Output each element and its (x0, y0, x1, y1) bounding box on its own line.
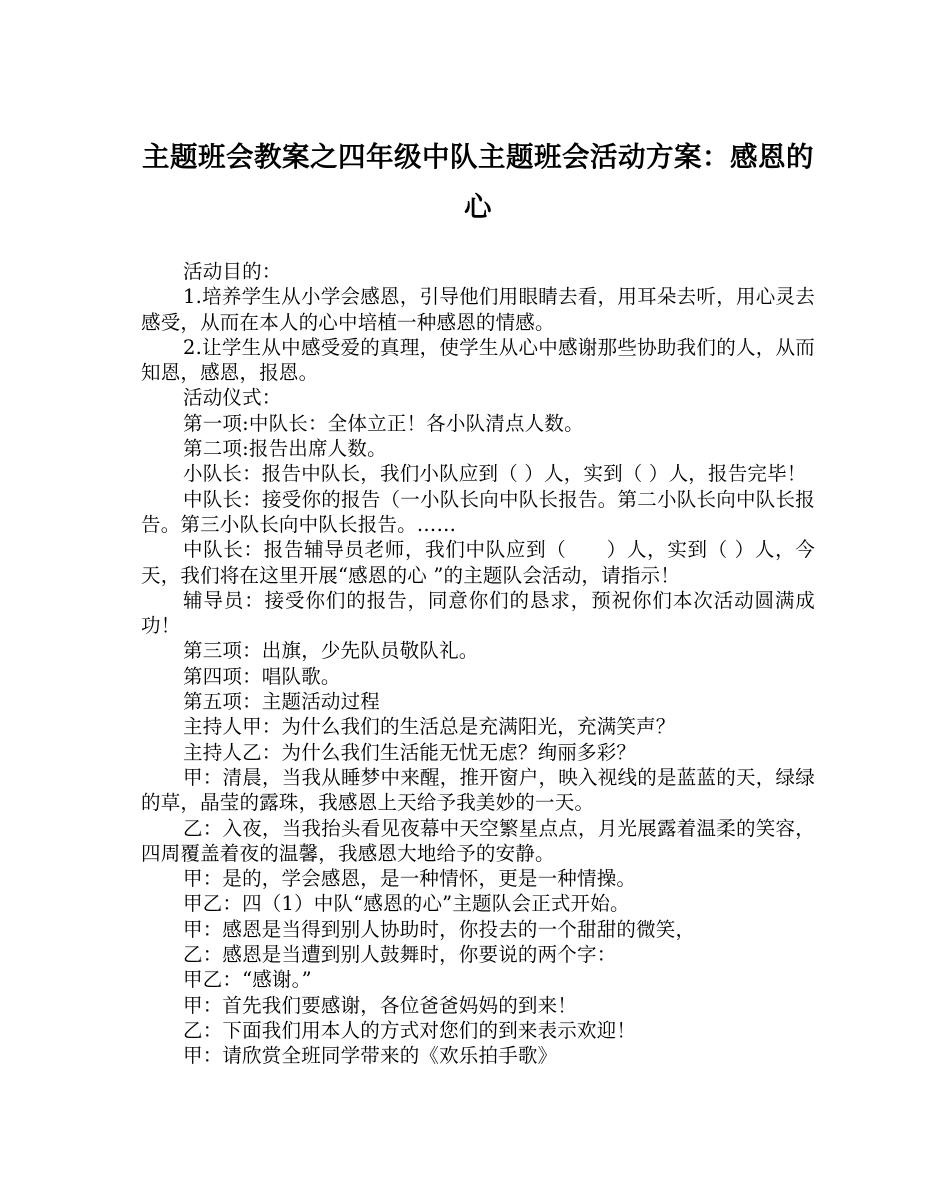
paragraph: 甲乙：“感谢。” (183, 968, 312, 992)
paragraph: 甲：首先我们要感谢，各位爸爸妈妈的到来！ (183, 993, 578, 1017)
paragraph: 第五项：主题活动过程 (183, 690, 381, 714)
paragraph: 辅导员：接受你们的报告，同意你们的恳求，预祝你们本次活动圆满成功！ (141, 588, 815, 638)
paragraph: 中队长：接受你的报告（一小队长向中队长报告。第二小队长向中队长报告。第三小队长向中队长报告。…… (141, 487, 815, 536)
paragraph: 1.培养学生从小学会感恩，引导他们用眼睛去看，用耳朵去听，用心灵去感受，从而在本人的心中培植一种感恩的情感。 (141, 285, 815, 334)
paragraph: 2.让学生从中感受爱的真理，使学生从心中感谢那些协助我们的人，从而知恩，感恩，报恩。 (141, 335, 815, 385)
paragraph: 甲：请欣赏全班同学带来的《欢乐拍手歌》 (183, 1044, 558, 1068)
paragraph: 第四项：唱队歌。 (183, 664, 341, 688)
paragraph: 第一项:中队长：全体立正！各小队清点人数。 (183, 411, 584, 435)
paragraph: 主持人乙：为什么我们生活能无忧无虑？绚丽多彩？ (183, 740, 637, 764)
paragraph: 中队长：报告辅导员老师，我们中队应到（ ）人，实到（ ）人，今天，我们将在这里开展“感恩的心 ”的主题队会活动，请指示！ (141, 538, 815, 587)
paragraph: 甲：感恩是当得到别人协助时，你投去的一个甜甜的微笑， (183, 917, 696, 941)
document-title: 主题班会教案之四年级中队主题班会活动方案：感恩的心 (142, 141, 814, 223)
paragraph: 甲乙：四（1）中队“感恩的心”主题队会正式开始。 (183, 892, 630, 916)
paragraph: 小队长：报告中队长，我们小队应到（ ）人，实到（ ）人，报告完毕！ (183, 462, 807, 486)
paragraph: 甲：清晨，当我从睡梦中来醒，推开窗户，映入视线的是蓝蓝的天，绿绿的草，晶莹的露珠，我感恩上天给予我美妙的一天。 (141, 765, 815, 815)
paragraph: 第二项:报告出席人数。 (183, 437, 387, 461)
paragraph: 活动仪式： (183, 386, 282, 410)
paragraph: 乙：感恩是当遭到别人鼓舞时，你要说的两个字： (183, 943, 617, 967)
paragraph: 甲：是的，学会感恩，是一种情怀，更是一种情操。 (183, 867, 637, 891)
paragraph: 乙：下面我们用本人的方式对您们的到来表示欢迎！ (183, 1018, 637, 1042)
paragraph: 第三项：出旗，少先队员敬队礼。 (183, 639, 479, 663)
document-body (141, 259, 815, 1069)
paragraph: 乙：入夜，当我抬头看见夜幕中天空繁星点点，月光展露着温柔的笑容，四周覆盖着夜的温馨，我感恩大地给予的安静。 (141, 816, 815, 865)
paragraph: 活动目的： (183, 260, 282, 283)
paragraph: 主持人甲：为什么我们的生活总是充满阳光，充满笑声？ (183, 715, 676, 739)
